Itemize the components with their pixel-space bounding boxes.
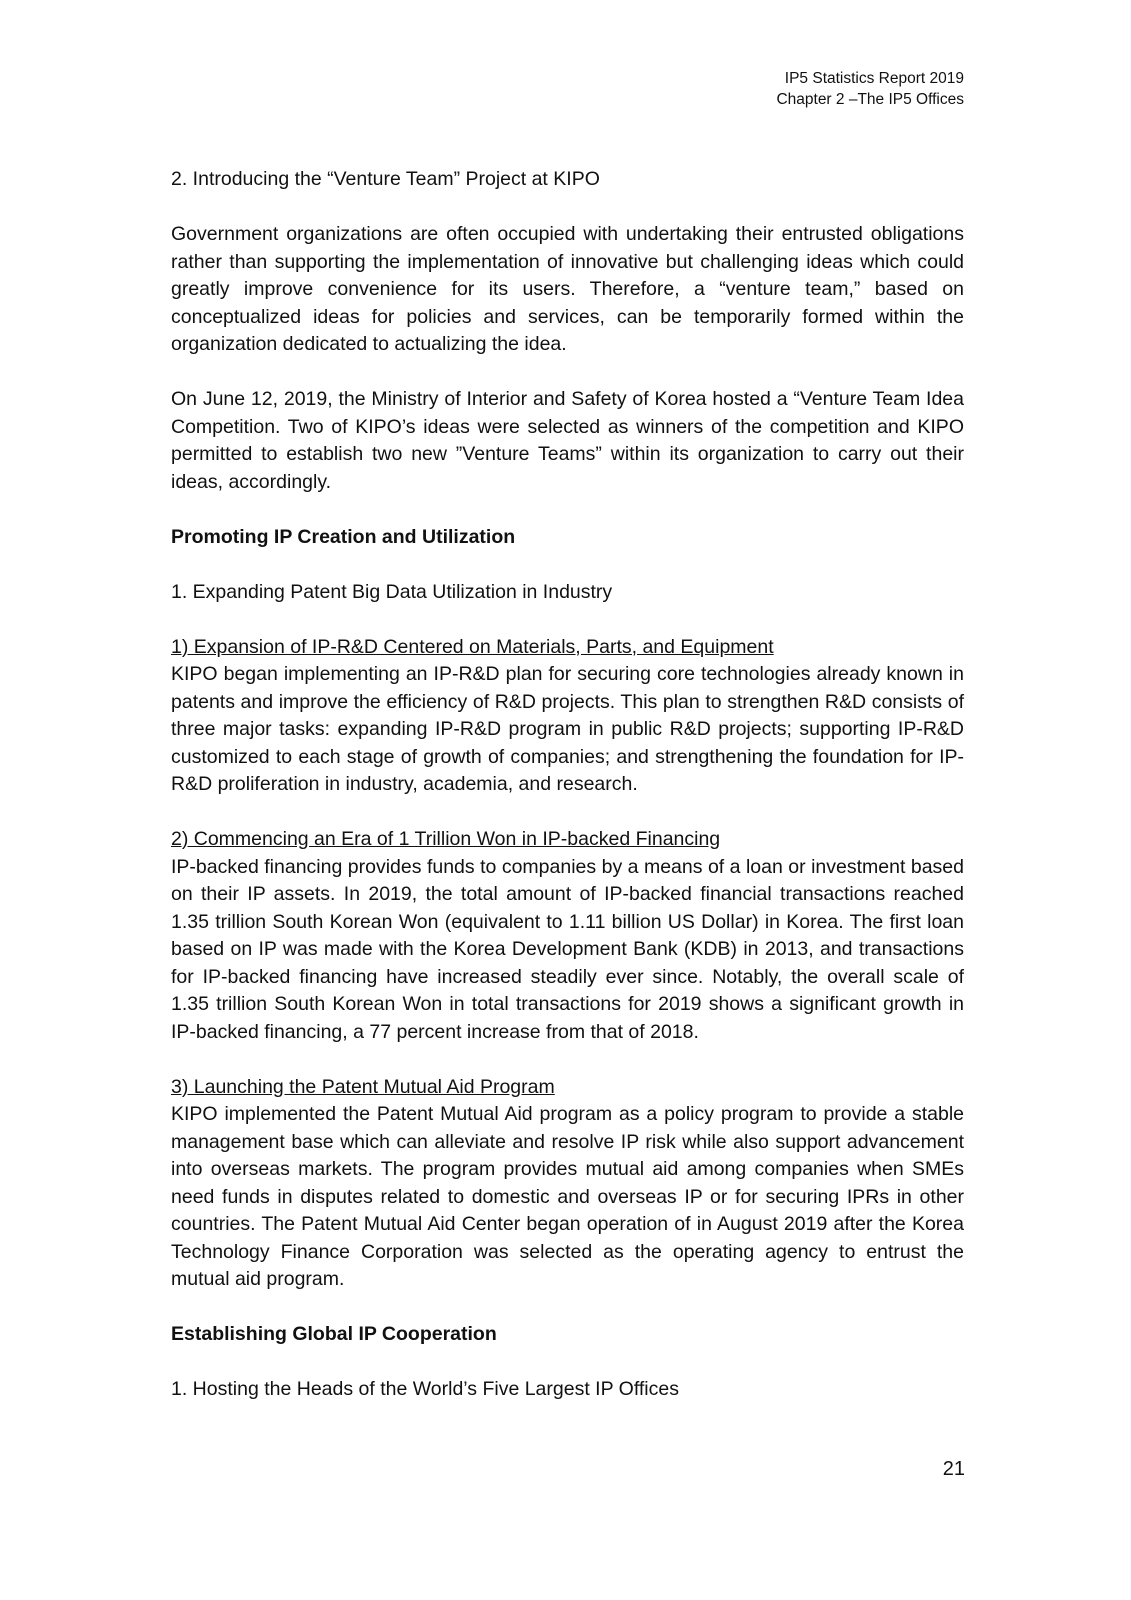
- page-number: 21: [942, 1458, 965, 1480]
- ip-rd-paragraph: KIPO began implementing an IP-R&D plan for securing core technologies already known in patents and improve the efficiency of R&D projects. This plan to strengthen R&D consists of three major tasks: expanding IP-R&D program in public R&D projects; supporting IP-R&D customized to each stage of growth of companies; and strengthening the foundation for IP-R&D proliferation in industry, academia, and research.: [171, 663, 964, 795]
- venture-team-heading: 2. Introducing the “Venture Team” Project at KIPO: [171, 168, 600, 190]
- chapter-title: Chapter 2 –The IP5 Offices: [776, 91, 964, 108]
- ip-financing-paragraph: IP-backed financing provides funds to companies by a means of a loan or investment based on their IP assets. In 2019, the total amount of IP-backed financial transactions reached 1.35 trillion South Korean Won (equivalent to 1.11 billion US Dollar) in Korea. The first loan based on IP was made with the Korea Development Bank (KDB) in 2013, and transactions for IP-backed financing have increased steadily ever since. Notably, the overall scale of 1.35 trillion South Korean Won in total transactions for 2019 shows a significant growth in IP-backed financing, a 77 percent increase from that of 2018.: [171, 855, 964, 1043]
- venture-paragraph-1: Government organizations are often occupied with undertaking their entrusted obligations rather than supporting the implementation of innovative but challenging ideas which could greatly improve convenience for its users. Therefore, a “venture team,” based on conceptualized ideas for policies and services, can be temporarily formed within the organization dedicated to actualizing the idea.: [171, 223, 964, 355]
- venture-paragraph-2: On June 12, 2019, the Ministry of Interior and Safety of Korea hosted a “Venture Team Idea Competition. Two of KIPO’s ideas were selected as winners of the competition and KIPO permitted to establish two new ”Venture Teams” within its organization to carry out their ideas, accordingly.: [171, 388, 964, 493]
- subheading-ip-rd: 1) Expansion of IP-R&D Centered on Materials, Parts, and Equipment: [171, 635, 774, 658]
- section-title-global-cooperation: Establishing Global IP Cooperation: [171, 1323, 497, 1345]
- subheading-ip-financing: 2) Commencing an Era of 1 Trillion Won in IP-backed Financing: [171, 828, 721, 850]
- section-title-promoting-ip: Promoting IP Creation and Utilization: [171, 525, 516, 548]
- big-data-heading: 1. Expanding Patent Big Data Utilization in Industry: [171, 580, 613, 603]
- subheading-mutual-aid: 3) Launching the Patent Mutual Aid Program: [171, 1075, 555, 1098]
- mutual-aid-paragraph: KIPO implemented the Patent Mutual Aid program as a policy program to provide a stable management base which can alleviate and resolve IP risk while also support advancement into overseas markets. The program provides mutual aid among companies when SMEs need funds in disputes related to domestic and overseas IP or for securing IPRs in other countries. The Patent Mutual Aid Center began operation of in August 2019 after the Korea Technology Finance Corporation was selected as the operating agency to entrust the mutual aid program.: [171, 1103, 964, 1290]
- page-header: [776, 68, 964, 110]
- report-title: IP5 Statistics Report 2019: [784, 70, 964, 87]
- hosting-heads-heading: 1. Hosting the Heads of the World’s Five Largest IP Offices: [171, 1378, 679, 1400]
- document-body: [171, 166, 964, 1404]
